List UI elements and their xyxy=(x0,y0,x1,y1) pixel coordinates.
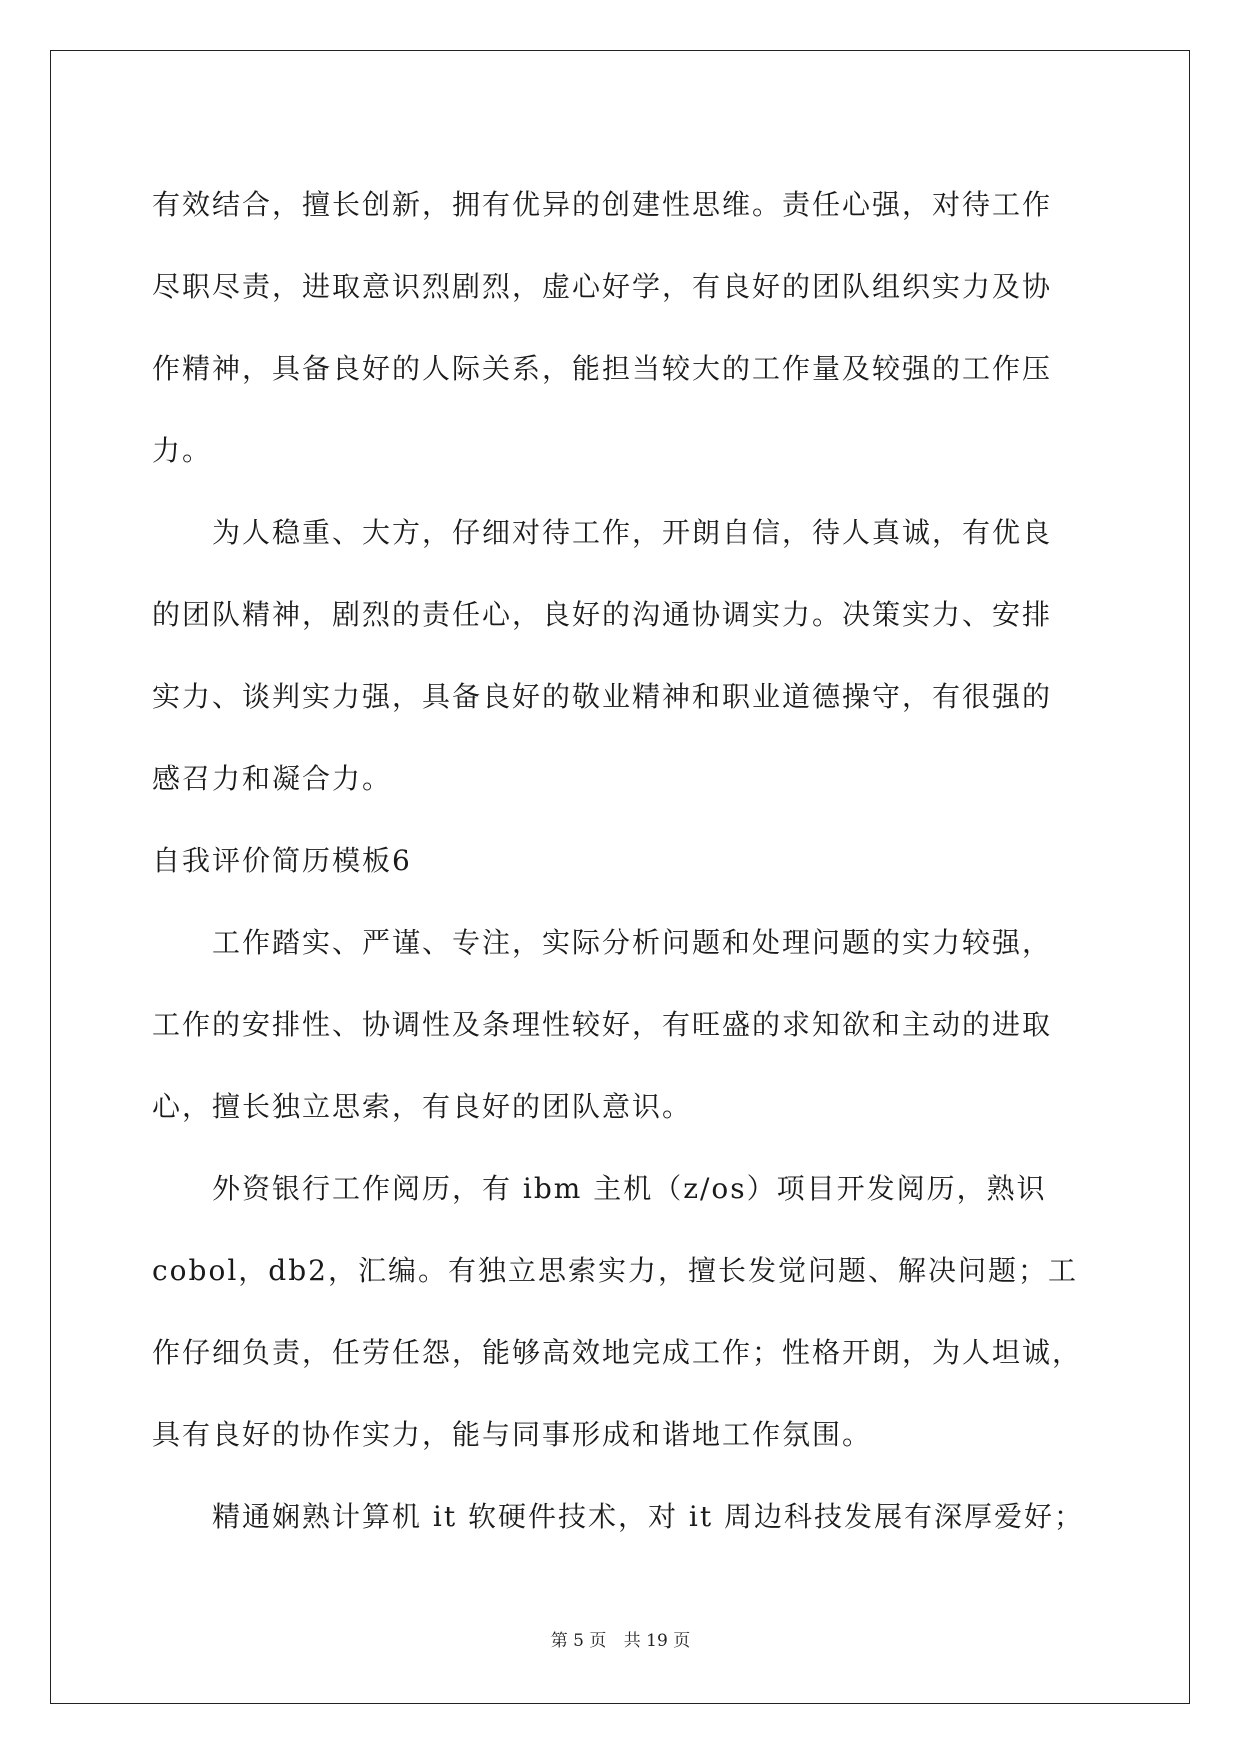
text-line: 工作踏实、严谨、专注，实际分析问题和处理问题的实力较强， xyxy=(212,926,1053,959)
page-footer xyxy=(0,1626,1241,1651)
current-page-number: 第 5 页 xyxy=(550,1631,607,1651)
text-line: 力。 xyxy=(152,434,213,467)
text-line: 感召力和凝合力。 xyxy=(152,762,393,795)
heading-text: 自我评价简历模板6 xyxy=(152,844,412,877)
text-line: 作仔细负责，任劳任怨，能够高效地完成工作；性格开朗，为人坦诚， xyxy=(152,1336,1083,1369)
paragraph-1 xyxy=(152,164,1092,492)
text-line: 的团队精神，剧烈的责任心，良好的沟通协调实力。决策实力、安排 xyxy=(152,598,1053,631)
paragraph-4 xyxy=(152,1148,1092,1476)
text-line: 心，擅长独立思索，有良好的团队意识。 xyxy=(152,1090,693,1123)
text-line: 有效结合，擅长创新，拥有优异的创建性思维。责任心强，对待工作 xyxy=(152,188,1053,221)
text-line: cobol，db2，汇编。有独立思索实力，擅长发觉问题、解决问题；工 xyxy=(152,1254,1078,1287)
text-line: 为人稳重、大方，仔细对待工作，开朗自信，待人真诚，有优良 xyxy=(212,516,1053,549)
text-line: 具有良好的协作实力，能与同事形成和谐地工作氛围。 xyxy=(152,1418,873,1451)
text-line: 工作的安排性、协调性及条理性较好，有旺盛的求知欲和主动的进取 xyxy=(152,1008,1053,1041)
document-body xyxy=(152,164,1092,1558)
text-line: 精通娴熟计算机 it 软硬件技术，对 it 周边科技发展有深厚爱好； xyxy=(212,1500,1085,1533)
paragraph-3 xyxy=(152,902,1092,1148)
text-line: 尽职尽责，进取意识烈剧烈，虚心好学，有良好的团队组织实力及协 xyxy=(152,270,1053,303)
text-line: 外资银行工作阅历，有 ibm 主机（z/os）项目开发阅历，熟识 xyxy=(212,1172,1047,1205)
total-pages: 共 19 页 xyxy=(623,1631,691,1651)
text-line: 作精神，具备良好的人际关系，能担当较大的工作量及较强的工作压 xyxy=(152,352,1053,385)
text-line: 实力、谈判实力强，具备良好的敬业精神和职业道德操守，有很强的 xyxy=(152,680,1053,713)
paragraph-5 xyxy=(152,1476,1092,1558)
section-heading xyxy=(152,820,1092,902)
paragraph-2 xyxy=(152,492,1092,820)
